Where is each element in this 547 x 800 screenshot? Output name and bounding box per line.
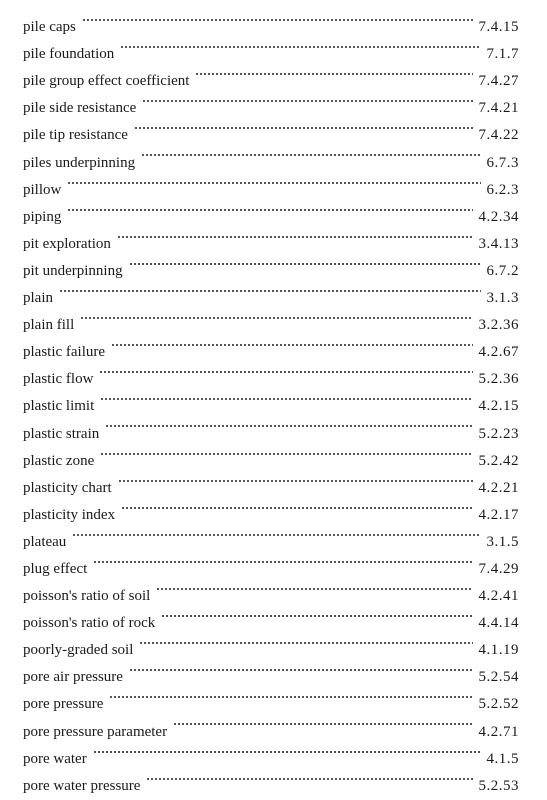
section-reference: 7.4.21 — [478, 100, 519, 117]
dot-leader — [141, 139, 480, 166]
section-reference: 4.4.14 — [478, 615, 519, 632]
index-entry — [23, 4, 519, 36]
dot-leader — [109, 681, 472, 708]
dot-leader — [118, 465, 473, 492]
section-reference: 4.2.15 — [478, 398, 519, 415]
dot-leader — [156, 573, 472, 600]
dot-leader — [120, 31, 480, 58]
dot-leader — [146, 763, 472, 790]
index-term: plasticity index — [23, 506, 116, 523]
dot-leader — [134, 112, 473, 139]
index-term: plastic strain — [23, 425, 100, 442]
dot-leader — [93, 546, 472, 573]
index-term: poisson's ratio of rock — [23, 615, 156, 632]
section-reference: 3.1.5 — [486, 533, 519, 550]
section-reference: 4.2.17 — [478, 506, 519, 523]
section-reference: 5.2.52 — [478, 696, 519, 713]
index-term: pore water pressure — [23, 777, 141, 794]
index-term: plastic zone — [23, 452, 95, 469]
index-entry — [23, 302, 519, 334]
index-term: plastic flow — [23, 371, 94, 388]
index-entry — [23, 221, 519, 252]
section-reference: 7.4.29 — [478, 560, 519, 577]
dot-leader — [195, 58, 472, 85]
index-term: piping — [23, 208, 62, 225]
dot-leader — [139, 627, 472, 654]
index-term: plateau — [23, 533, 67, 550]
index-term: pit exploration — [23, 235, 111, 252]
index-entry — [23, 275, 519, 307]
dot-leader — [142, 85, 472, 112]
index-entry — [23, 763, 519, 794]
section-reference: 4.1.19 — [478, 642, 519, 659]
section-reference: 3.4.13 — [478, 235, 519, 252]
index-term: pile foundation — [23, 46, 115, 63]
dot-leader — [59, 275, 481, 302]
section-reference: 5.2.36 — [478, 371, 519, 388]
section-reference: 7.4.27 — [478, 73, 519, 90]
dot-leader — [121, 492, 472, 519]
section-reference: 6.7.2 — [486, 262, 519, 279]
index-entry — [23, 329, 519, 361]
index-term: pile tip resistance — [23, 127, 128, 144]
dot-leader — [129, 654, 473, 681]
section-reference: 7.4.15 — [478, 19, 519, 36]
dot-leader — [129, 248, 481, 275]
section-reference: 5.2.23 — [478, 425, 519, 442]
index-term: poorly-graded soil — [23, 642, 134, 659]
section-reference: 4.2.41 — [478, 588, 519, 605]
section-reference: 4.2.21 — [478, 479, 519, 496]
index-term: pit underpinning — [23, 262, 123, 279]
index-term: plastic limit — [23, 398, 95, 415]
index-term: pile group effect coefficient — [23, 73, 190, 90]
index-term: plastic failure — [23, 344, 106, 361]
index-term: plasticity chart — [23, 479, 112, 496]
section-reference: 6.2.3 — [486, 181, 519, 198]
dot-leader — [100, 383, 472, 410]
section-reference: 3.1.3 — [486, 290, 519, 307]
dot-leader — [99, 356, 472, 383]
section-reference: 5.2.54 — [478, 669, 519, 686]
dot-leader — [161, 600, 472, 627]
dot-leader — [93, 736, 481, 763]
index-term: pile side resistance — [23, 100, 137, 117]
section-reference: 7.1.7 — [486, 46, 519, 63]
index-entry — [23, 31, 519, 63]
index-term: pore pressure — [23, 696, 104, 713]
section-reference: 5.2.42 — [478, 452, 519, 469]
section-reference: 3.2.36 — [478, 317, 519, 334]
index-list — [23, 4, 519, 794]
dot-leader — [72, 519, 480, 546]
dot-leader — [100, 438, 472, 465]
section-reference: 5.2.53 — [478, 777, 519, 794]
section-reference: 4.1.5 — [486, 750, 519, 767]
dot-leader — [117, 221, 473, 248]
dot-leader — [105, 410, 472, 437]
index-term: plain — [23, 290, 53, 307]
index-entry — [23, 736, 519, 767]
index-term: plain fill — [23, 317, 75, 334]
section-reference: 7.4.22 — [478, 127, 519, 144]
index-entry — [23, 573, 519, 605]
section-reference: 4.2.71 — [478, 723, 519, 740]
section-reference: 6.7.3 — [486, 154, 519, 171]
index-term: pore pressure parameter — [23, 723, 168, 740]
index-entry — [23, 519, 519, 550]
dot-leader — [80, 302, 472, 329]
index-entry — [23, 546, 519, 577]
dot-leader — [173, 708, 472, 735]
index-entry — [23, 167, 519, 198]
section-reference: 4.2.34 — [478, 208, 519, 225]
index-entry — [23, 194, 519, 225]
dot-leader — [82, 4, 473, 31]
dot-leader — [67, 194, 472, 221]
index-term: plug effect — [23, 560, 88, 577]
section-reference: 4.2.67 — [478, 344, 519, 361]
index-term: pile caps — [23, 19, 76, 36]
index-term: pore water — [23, 750, 87, 767]
index-term: pore air pressure — [23, 669, 123, 686]
index-term: pillow — [23, 181, 62, 198]
dot-leader — [111, 329, 472, 356]
index-term: piles underpinning — [23, 154, 136, 171]
index-term: poisson's ratio of soil — [23, 588, 151, 605]
dot-leader — [67, 167, 480, 194]
